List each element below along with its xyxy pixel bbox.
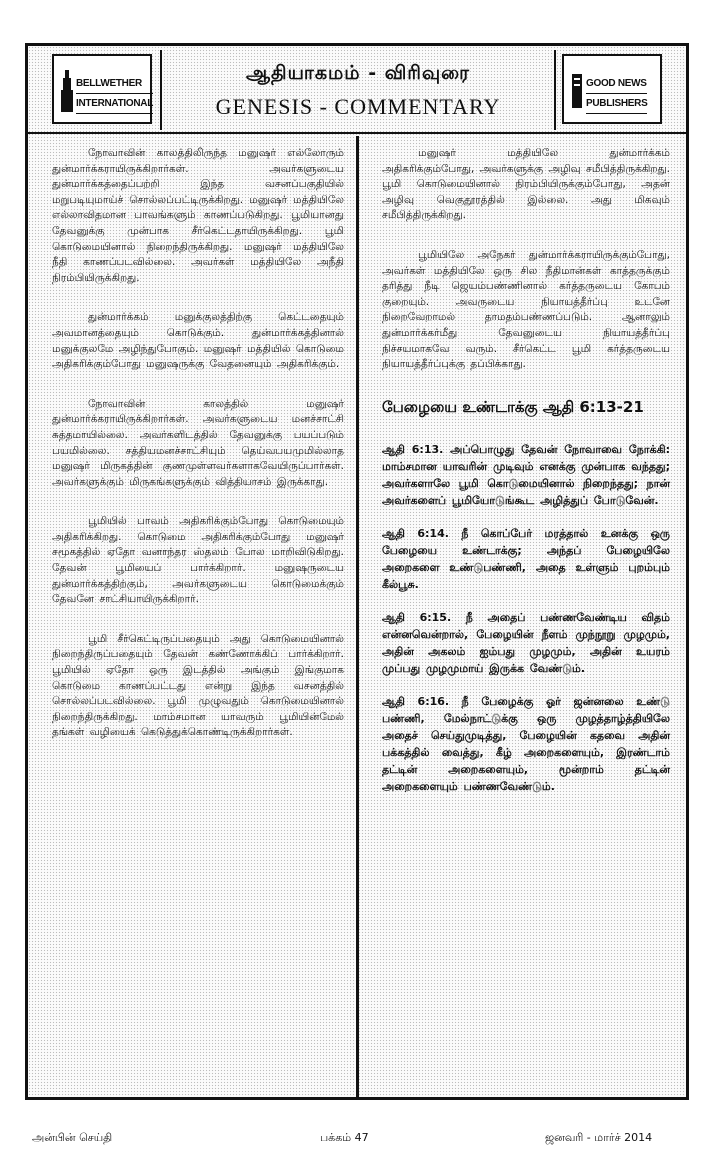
left-paragraph-2: துன்மார்க்கம் மனுக்குலத்திற்கு கெட்டதையும் அவமானத்தையும் கொடுக்கும். துன்மார்க்கத்தினால் மனுக்குலமே அழிந்துபோகும். மனுஷர் மத்தியில் கொடுமை அதிகரிக்கும்போது மனுஷருக்கு வேதனையும் அதிகரிக்கும். — [52, 311, 344, 371]
verse-6-13: ஆதி 6:13. அப்பொழுது தேவன் நோவாவை நோக்கி: மாம்சமான யாவரின் முடிவும் எனக்கு முன்பாக வந்தது; அவர்களாலே பூமி கொடுமையினால் நிறைந்தது; நான் அவர்களைப் பூமியோடுங்கூட அழித்துப் போடுவேன். — [382, 442, 670, 507]
logo-right-line2: PUBLISHERS — [586, 94, 647, 114]
footer-page-number: பக்கம் 47 — [320, 1131, 369, 1144]
title-tamil: ஆதியாகமம் - விரிவுரை — [246, 62, 470, 84]
left-paragraph-5: பூமி சீர்கெட்டிருப்பதையும் அது கொடுமையினால் நிறைந்திருப்பதையும் தேவன் கண்ணோக்கிப் பார்க்கிறார். பூமியில் ஏதோ ஒரு இடத்தில் அங்கும் இங்குமாக கொடுமை காணப்பட்டது என்று இந்த வசனத்தில் சொல்லப்படவில்லை. பூமி முழுவதும் கொடுமையினால் நிறைந்திருக்கிறது. மாம்சமான யாவரும் பூமியின்மேல் தங்கள் வழியைக் கெடுத்துக்கொண்டிருக்கிறார்கள். — [52, 632, 344, 739]
footer-magazine-name: அன்பின் செய்தி — [32, 1131, 113, 1144]
left-paragraph-4: பூமியில் பாவம் அதிகரிக்கும்போது கொடுமையும் அதிகரிக்கிறது. கொடுமை அதிகரிக்கும்போது மனுஷர் சமூகத்தில் ஏதோ வனாந்தர ஸ்தலம் போல மாறிவிடுகிறது. தேவன் பூமியைப் பார்க்கிறார். மனுஷருடைய துன்மார்க்கத்திற்கும், அவர்களுடைய கொடுமைக்கும் தேவனே சாட்சியாயிருக்கிறார். — [52, 515, 344, 606]
verse-6-16: ஆதி 6:16. நீ பேழைக்கு ஓர் ஜன்னலை உண்டு பண்ணி, மேல்நாட்டுக்கு ஒரு முழத்தாழ்த்தியிலே அதைச் செய்துமுடித்து, பேழையின் கதவை அதின் பக்கத்தில் வைத்து, கீழ் அறைகளையும், இரண்டாம் தட்டின் அறைகளையும், மூன்றாம் தட்டின் அறைகளையும் பண்ணவேண்டும். — [382, 694, 670, 793]
page-header — [28, 46, 686, 134]
verse-6-14: ஆதி 6:14. நீ கொப்பேர் மரத்தால் உனக்கு ஒரு பேழையை உண்டாக்கு; அந்தப் பேழையிலே அறைகளை உண்டுபண்ணி, அதை உள்ளும் புறம்பும் கீல்பூசு. — [382, 526, 670, 591]
logo-left-line2: INTERNATIONAL — [76, 94, 153, 114]
right-paragraph-2: பூமியிலே அநேகர் துன்மார்க்கராயிருக்கும்போது, அவர்கள் மத்தியிலே ஒரு சில நீதிமான்கள் காத்தருக்கும் தரித்து நீடி ஜெயம்பண்ணினால் கர்த்தருடைய கோபம் குறையும். அவருடைய நியாயத்தீர்ப்பு உடனே நிறைவேறாமல் தாமதம்பண்ணப்படும். ஆனாலும் துன்மார்க்கர்மீது தேவனுடைய நியாயத்தீர்ப்பு நிச்சயமாகவே வரும். சீர்கெட்ட பூமி கர்த்தருடைய நியாயத்தீர்ப்புக்கு தப்பிக்காது. — [382, 248, 670, 371]
page-frame — [25, 43, 689, 1100]
title-english: GENESIS - COMMENTARY — [215, 94, 501, 119]
right-paragraph-1: மனுஷர் மத்தியிலே துன்மார்க்கம் அதிகரிக்கும்போது, அவர்களுக்கு அழிவு சமீபித்திருக்கிறது. பூமி கொடுமையினால் நிரம்பியிருக்கும்போது, அதன் அழிவு வெகுதூரத்தில் இல்லை. அது மிகவும் சமீபித்திருக்கிறது. — [382, 147, 670, 222]
book-icon — [570, 70, 584, 112]
title-block — [160, 50, 556, 130]
good-news-logo — [562, 54, 662, 124]
tower-icon — [60, 70, 74, 112]
right-column — [362, 136, 686, 1097]
footer-issue-date: ஜனவரி - மார்ச் 2014 — [545, 1131, 653, 1144]
logo-right-line1: GOOD NEWS — [586, 74, 647, 94]
left-column — [28, 136, 359, 1097]
logo-left-line1: BELLWETHER — [76, 74, 153, 94]
bellwether-logo — [52, 54, 152, 124]
left-paragraph-3: நோவாவின் காலத்தில் மனுஷர் துன்மார்க்கராயிருக்கிறார்கள். அவர்களுடைய மனச்சாட்சி சுத்தமாயில்லை. அவர்களிடத்தில் தேவனுக்கு பயப்படும் பயமில்லை. சத்தியமனச்சாட்சியும் தெய்வபயமுமில்லாத மனுஷர் மிருகத்தின் குணமுள்ளவர்களாகவேயிருப்பார்கள். அவர்களுக்கும் மிருகங்களுக்கும் வித்தியாசம் இருக்காது. — [52, 397, 344, 488]
verse-6-15: ஆதி 6:15. நீ அதைப் பண்ணவேண்டிய விதம் என்னவென்றால், பேழையின் நீளம் முந்நூறு முழமும், அதின் அகலம் ஐம்பது முழமும், அதின் உயரம் முப்பது முழமுமாய் இருக்க வேண்டும். — [382, 610, 670, 675]
left-paragraph-1: நோவாவின் காலத்திலிருந்த மனுஷர் எல்லோரும் துன்மார்க்கராயிருக்கிறார்கள். அவர்களுடைய துன்மார்க்கத்தைப்பற்றி இந்த வசனப்பகுதியில் மறுபடியுமாய்ச் சொல்லப்பட்டிருக்கிறது. மனுஷர் மத்தியிலே எல்லாவிதமான பாவங்களும் காணப்படுகிறது. பூமியானது தேவனுக்கு முன்பாக சீர்கெட்டதாயிருக்கிறது. பூமி கொடுமையினால் நிறைந்திருக்கிறது. மனுஷர் மத்தியிலே நீதி காணப்படவில்லை. அவர்கள் மத்தியிலே அநீதி நிரம்பியிருக்கிறது. — [52, 147, 344, 284]
section-heading: பேழையை உண்டாக்கு ஆதி 6:13-21 — [382, 397, 644, 416]
